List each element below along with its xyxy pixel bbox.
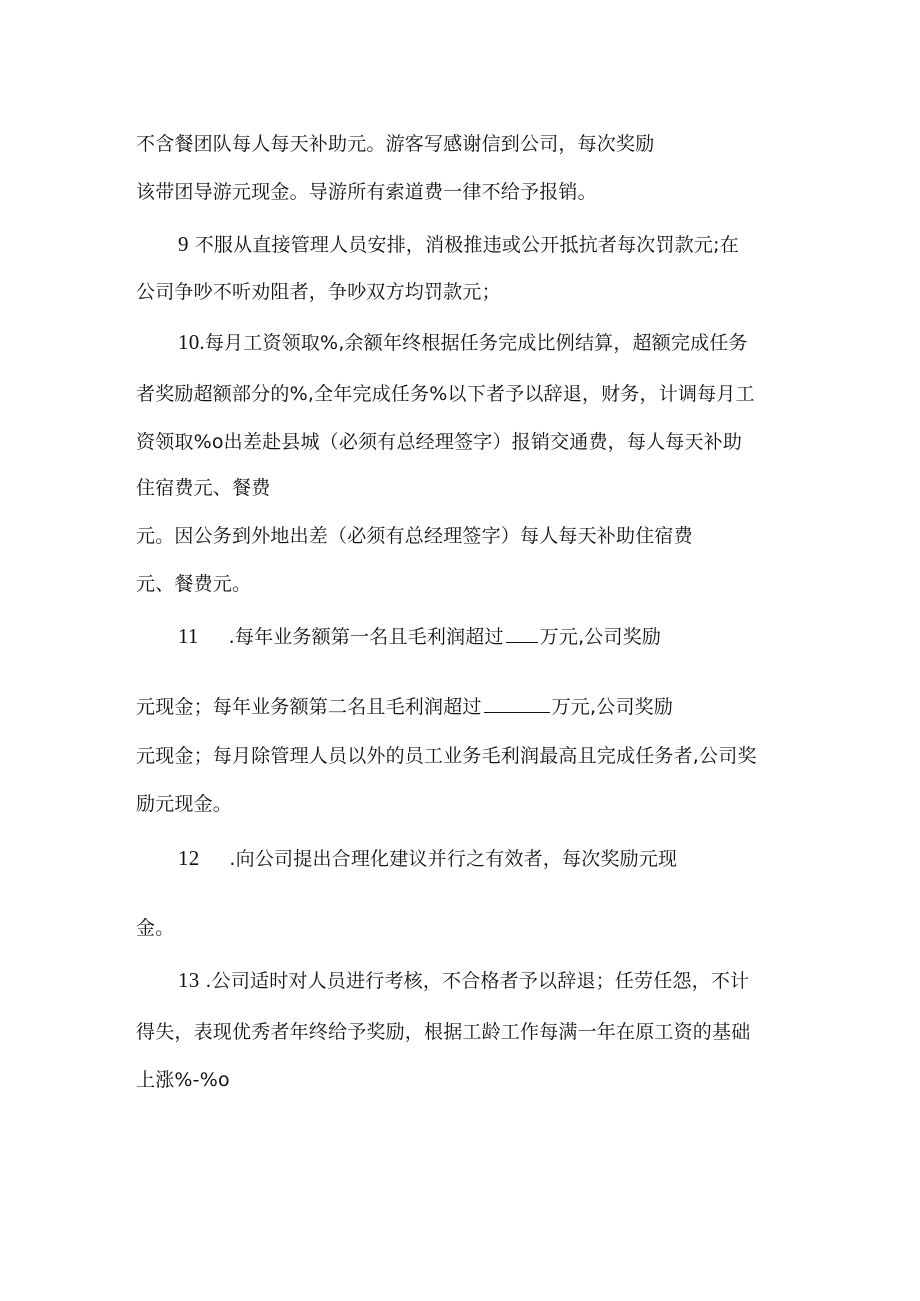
item-13: 13 .公司适时对人员进行考核，不合格者予以辞退；任劳任怨，不计 bbox=[178, 968, 750, 992]
text-line: 励元现金。 bbox=[136, 793, 233, 815]
item-number: 10. bbox=[178, 330, 205, 354]
item-9: 9 不服从直接管理人员安排，消极推违或公开抵抗者每次罚款元;在 bbox=[178, 232, 739, 256]
text-line: 金。 bbox=[136, 917, 175, 939]
item-10: 10.每月工资领取%,余额年终根据任务完成比例结算，超额完成任务 bbox=[178, 330, 748, 354]
item-number: 12 bbox=[178, 846, 200, 870]
item-number: 9 bbox=[178, 232, 189, 256]
text-line: 公司争吵不听劝阻者，争吵双方均罚款元； bbox=[136, 281, 501, 303]
text-line: 不含餐团队每人每天补助元。游客写感谢信到公司，每次奖励 bbox=[136, 133, 655, 155]
text-line: 住宿费元、餐费 bbox=[136, 477, 271, 499]
item-number: 11 bbox=[178, 624, 199, 648]
text-line: 上涨%-%o bbox=[136, 1069, 230, 1091]
fill-blank bbox=[484, 692, 550, 713]
text-line: 该带团导游元现金。导游所有索道费一律不给予报销。 bbox=[136, 181, 597, 203]
text-line: 资领取%o出差赴县城（必须有总经理签字）报销交通费，每人每天补助 bbox=[136, 431, 743, 453]
item-12: 12 .向公司提出合理化建议并行之有效者，每次奖励元现 bbox=[178, 846, 678, 870]
text-line: 元、餐费元。 bbox=[136, 573, 252, 595]
text-line: 得失，表现优秀者年终给予奖励，根据工龄工作每满一年在原工资的基础 bbox=[136, 1021, 751, 1043]
text-line: 元。因公务到外地出差（必须有总经理签字）每人每天补助住宿费 bbox=[136, 525, 693, 547]
fill-blank bbox=[506, 622, 538, 643]
item-11: 11 .每年业务额第一名且毛利润超过 万元,公司奖励 bbox=[178, 624, 662, 648]
text-line: 者奖励超额部分的%,全年完成任务%以下者予以辞退，财务，计调每月工 bbox=[136, 383, 755, 405]
item-number: 13 bbox=[178, 968, 200, 992]
text-line: 元现金；每年业务额第二名且毛利润超过 万元,公司奖励 bbox=[136, 692, 673, 721]
text-line: 元现金；每月除管理人员以外的员工业务毛利润最高且完成任务者,公司奖 bbox=[136, 745, 757, 767]
